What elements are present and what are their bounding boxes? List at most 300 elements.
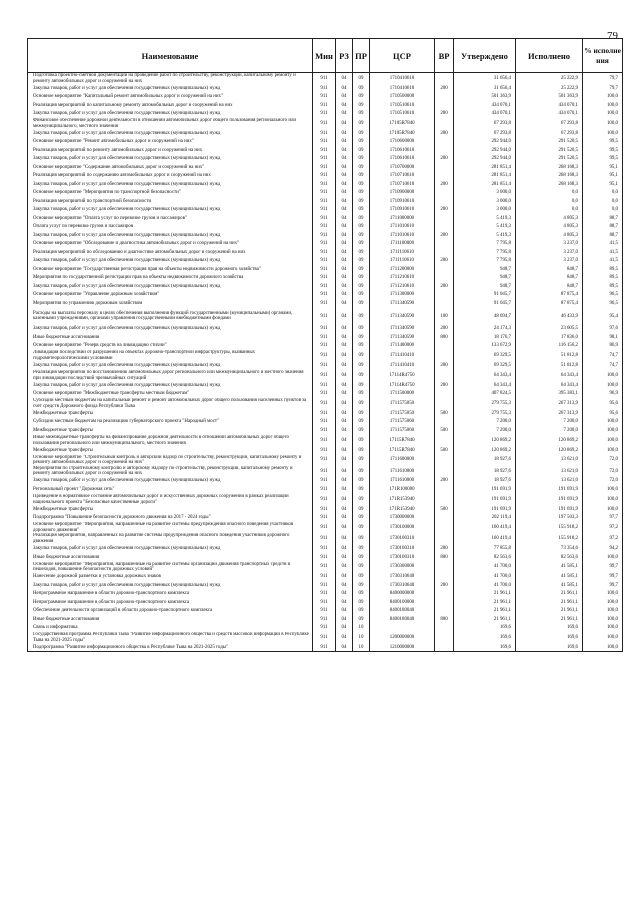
row-executed: 73 354,6 (516, 545, 583, 554)
row-vr: 200 (435, 129, 454, 138)
row-rz: 04 (336, 624, 353, 633)
row-rz: 04 (336, 573, 353, 582)
row-vr (435, 146, 454, 155)
row-csr: 1730000000 (370, 514, 435, 523)
row-approved: 18 176,7 (454, 333, 516, 342)
row-executed: 51 812,8 (516, 350, 583, 361)
row-approved: 24 174,3 (454, 325, 516, 334)
row-pr: 09 (353, 362, 370, 371)
row-min: 911 (313, 514, 336, 523)
table-row (28, 418, 623, 427)
row-csr: 1710910610 (370, 197, 435, 206)
row-rz: 04 (336, 118, 353, 129)
row-min: 911 (313, 350, 336, 361)
row-executed: 64 343,4 (516, 381, 583, 390)
row-csr: 17105R7840 (370, 118, 435, 129)
row-pr: 09 (353, 435, 370, 446)
row-pr: 09 (353, 146, 370, 155)
row-percent: 74,7 (583, 362, 623, 371)
row-rz: 04 (336, 110, 353, 119)
table-row (28, 370, 623, 381)
row-csr: 1710610610 (370, 155, 435, 164)
row-approved: 133 672,9 (454, 342, 516, 351)
row-percent: 100,0 (583, 643, 623, 652)
table-row (28, 533, 623, 544)
row-name: Основное мероприятие "Межбюджетные трансферты местным бюджетам" (28, 390, 313, 399)
row-rz: 04 (336, 590, 353, 599)
row-vr (435, 93, 454, 102)
row-pr: 09 (353, 533, 370, 544)
row-percent: 100,0 (583, 607, 623, 616)
row-vr (435, 350, 454, 361)
row-executed: 0,0 (516, 189, 583, 198)
row-vr: 200 (435, 231, 454, 240)
row-name: Закупка товаров, работ и услуг для обеспечения государственных (муниципальных) нужд (28, 581, 313, 590)
table-row (28, 84, 623, 93)
row-percent: 89,5 (583, 274, 623, 283)
row-approved: 18 927,6 (454, 466, 516, 477)
row-percent: 88,7 (583, 214, 623, 223)
row-name: Иные бюджетные ассигнования (28, 553, 313, 562)
row-percent: 100,0 (583, 110, 623, 119)
row-vr (435, 274, 454, 283)
table-row (28, 466, 623, 477)
row-percent: 79,7 (583, 73, 623, 85)
row-pr: 09 (353, 197, 370, 206)
row-percent: 100,0 (583, 624, 623, 633)
row-pr: 09 (353, 342, 370, 351)
table-row (28, 299, 623, 308)
row-approved: 67 293,8 (454, 129, 516, 138)
row-approved: 169,6 (454, 643, 516, 652)
row-executed: 3 237,0 (516, 257, 583, 266)
row-name: Подпрограмма "Повышение безопасности дорожного движения на 2017 - 2024 годы" (28, 514, 313, 523)
row-executed: 51 812,8 (516, 362, 583, 371)
row-csr: 1710510610 (370, 110, 435, 119)
row-rz: 04 (336, 477, 353, 486)
row-name: Основное мероприятие "Капитальный ремонт автомобильных дорог и сооружений на них" (28, 93, 313, 102)
row-executed: 191 691,9 (516, 486, 583, 495)
row-executed: 25 222,9 (516, 84, 583, 93)
row-percent: 89,5 (583, 282, 623, 291)
table-row (28, 172, 623, 181)
row-vr: 200 (435, 477, 454, 486)
col-approved: Утверждено (454, 39, 516, 73)
row-pr: 09 (353, 93, 370, 102)
row-min: 911 (313, 381, 336, 390)
row-csr: 17105R7840 (370, 129, 435, 138)
row-rz: 04 (336, 409, 353, 418)
row-min: 911 (313, 390, 336, 399)
row-vr (435, 370, 454, 381)
row-vr: 200 (435, 545, 454, 554)
row-min: 911 (313, 172, 336, 181)
row-executed: 21 961,1 (516, 590, 583, 599)
row-name: Основное мероприятие "Мероприятия, направленные на развитие системы предупреждения опасного поведения участников дорожного движения" (28, 522, 313, 533)
table-row (28, 643, 623, 652)
row-csr: 171R153940 (370, 494, 435, 505)
row-percent: 96,9 (583, 390, 623, 399)
row-name: Нанесение дорожной разметки и установка дорожных знаков (28, 573, 313, 582)
table-row (28, 155, 623, 164)
row-min: 911 (313, 533, 336, 544)
row-rz: 04 (336, 101, 353, 110)
row-approved: 169,6 (454, 632, 516, 643)
row-min: 911 (313, 231, 336, 240)
row-percent: 0,0 (583, 197, 623, 206)
row-percent: 88,7 (583, 231, 623, 240)
row-approved: 191 691,9 (454, 505, 516, 514)
row-executed: 267 313,9 (516, 409, 583, 418)
row-csr: 1710600000 (370, 138, 435, 147)
table-row (28, 615, 623, 624)
row-pr: 09 (353, 333, 370, 342)
row-approved: 69 329,5 (454, 350, 516, 361)
row-approved: 18 927,6 (454, 455, 516, 466)
table-row (28, 180, 623, 189)
row-percent: 100,0 (583, 93, 623, 102)
row-executed: 120 869,2 (516, 446, 583, 455)
row-csr: 1200000000 (370, 632, 435, 643)
row-vr: 200 (435, 325, 454, 334)
row-csr: 1730100310 (370, 545, 435, 554)
row-pr: 09 (353, 248, 370, 257)
row-min: 911 (313, 118, 336, 129)
row-csr: 1711410410 (370, 350, 435, 361)
row-vr: 500 (435, 446, 454, 455)
row-rz: 04 (336, 333, 353, 342)
row-rz: 04 (336, 553, 353, 562)
row-percent: 100,0 (583, 486, 623, 495)
table-row (28, 455, 623, 466)
row-executed: 13 621,0 (516, 477, 583, 486)
row-rz: 04 (336, 231, 353, 240)
row-executed: 155 918,2 (516, 522, 583, 533)
row-min: 911 (313, 223, 336, 232)
row-vr (435, 118, 454, 129)
row-rz: 04 (336, 514, 353, 523)
row-min: 911 (313, 598, 336, 607)
col-rz: РЗ (336, 39, 353, 73)
row-rz: 04 (336, 533, 353, 544)
row-percent: 97,2 (583, 522, 623, 533)
row-min: 911 (313, 562, 336, 573)
row-rz: 04 (336, 163, 353, 172)
row-approved: 948,7 (454, 274, 516, 283)
row-pr: 09 (353, 426, 370, 435)
col-name: Наименование (28, 39, 313, 73)
row-vr (435, 466, 454, 477)
row-vr (435, 189, 454, 198)
row-executed: 41 585,1 (516, 562, 583, 573)
row-vr (435, 624, 454, 633)
row-percent: 41,5 (583, 248, 623, 257)
row-csr: 1710410610 (370, 84, 435, 93)
row-executed: 3 237,0 (516, 240, 583, 249)
row-rz: 04 (336, 84, 353, 93)
row-approved: 5 419,3 (454, 223, 516, 232)
row-name: Реализация мероприятий по содержанию автомобильных дорог и сооружений на них (28, 172, 313, 181)
row-min: 911 (313, 607, 336, 616)
row-pr: 09 (353, 494, 370, 505)
row-vr (435, 494, 454, 505)
row-pr: 09 (353, 291, 370, 300)
row-percent: 74,7 (583, 350, 623, 361)
row-min: 911 (313, 180, 336, 189)
row-min: 911 (313, 494, 336, 505)
row-percent: 99,7 (583, 581, 623, 590)
row-executed: 434 070,1 (516, 101, 583, 110)
row-approved: 202 119,4 (454, 514, 516, 523)
table-row (28, 435, 623, 446)
row-pr: 09 (353, 545, 370, 554)
table-row (28, 223, 623, 232)
row-approved: 21 961,1 (454, 590, 516, 599)
row-executed: 41 585,1 (516, 581, 583, 590)
table-row (28, 381, 623, 390)
row-min: 911 (313, 522, 336, 533)
row-pr: 09 (353, 398, 370, 409)
row-name: Закупка товаров, работ и услуг для обеспечения государственных (муниципальных) нужд (28, 257, 313, 266)
row-pr: 09 (353, 129, 370, 138)
row-percent: 94,2 (583, 545, 623, 554)
row-percent: 72,0 (583, 477, 623, 486)
row-pr: 09 (353, 308, 370, 325)
table-row (28, 333, 623, 342)
row-approved: 279 755,3 (454, 398, 516, 409)
row-vr: 500 (435, 505, 454, 514)
row-name: Подготовка проектно-сметной документации на проведение работ по строительству, реконструкции, капитальному ремонту и ремонту автомобильных дорог и сооружений на них (28, 73, 313, 85)
row-csr (370, 624, 435, 633)
row-name: Реализация мероприятий по обследованию и диагностике автомобильных дорог и сооружений на них (28, 248, 313, 257)
row-percent: 86,9 (583, 342, 623, 351)
row-csr: 1730100310 (370, 553, 435, 562)
table-row (28, 598, 623, 607)
row-csr: 1711300000 (370, 291, 435, 300)
row-name: Субсидии местным бюджетам на реализацию губернаторского проекта "Народный мост" (28, 418, 313, 427)
row-min: 911 (313, 486, 336, 495)
table-row (28, 231, 623, 240)
row-csr: 1710610610 (370, 146, 435, 155)
row-executed: 23 605,5 (516, 325, 583, 334)
row-executed: 191 691,9 (516, 505, 583, 514)
table-row (28, 562, 623, 573)
row-approved: 7 200,0 (454, 426, 516, 435)
row-pr: 09 (353, 206, 370, 215)
table-row (28, 101, 623, 110)
row-name: Закупка товаров, работ и услуг для обеспечения государственных (муниципальных) нужд (28, 545, 313, 554)
row-min: 911 (313, 553, 336, 562)
row-vr (435, 573, 454, 582)
row-approved: 5 419,3 (454, 231, 516, 240)
row-rz: 04 (336, 522, 353, 533)
table-row (28, 446, 623, 455)
row-vr (435, 265, 454, 274)
row-executed: 848,7 (516, 282, 583, 291)
row-min: 911 (313, 214, 336, 223)
row-vr (435, 299, 454, 308)
row-vr (435, 390, 454, 399)
row-pr: 09 (353, 581, 370, 590)
row-name: Основное мероприятие "Строительный контроль и авторский надзор по строительству, реконструкции, капитальному ремонту и ремонту автомобильных дорог и сооружений на них" (28, 455, 313, 466)
row-approved: 82 563,6 (454, 553, 516, 562)
row-name: Подпрограмма "Развитие информационного общества в Республике Тыва на 2021-2025 годы" (28, 643, 313, 652)
row-approved: 191 691,9 (454, 486, 516, 495)
row-rz: 04 (336, 325, 353, 334)
row-vr (435, 398, 454, 409)
row-executed: 87 875,4 (516, 291, 583, 300)
row-rz: 04 (336, 632, 353, 643)
row-csr: 1711000000 (370, 214, 435, 223)
row-approved: 434 070,1 (454, 101, 516, 110)
table-row (28, 632, 623, 643)
row-vr: 800 (435, 553, 454, 562)
row-percent: 100,0 (583, 632, 623, 643)
row-executed: 848,7 (516, 265, 583, 274)
row-approved: 5 419,3 (454, 214, 516, 223)
row-executed: 13 621,0 (516, 466, 583, 477)
col-executed: Исполнено (516, 39, 583, 73)
row-approved: 292 944,0 (454, 146, 516, 155)
row-csr: 1711600000 (370, 455, 435, 466)
header-row (28, 39, 623, 73)
table-row (28, 118, 623, 129)
row-percent: 99,5 (583, 138, 623, 147)
row-name: Межбюджетные трансферты (28, 409, 313, 418)
row-min: 911 (313, 409, 336, 418)
row-rz: 04 (336, 180, 353, 189)
row-rz: 04 (336, 73, 353, 85)
row-vr: 500 (435, 426, 454, 435)
row-min: 911 (313, 93, 336, 102)
row-pr: 09 (353, 486, 370, 495)
row-pr: 09 (353, 189, 370, 198)
row-rz: 04 (336, 274, 353, 283)
row-name: Мероприятия по строительному контролю и авторскому надзору по строительству, реконструкции, капитальному ремонту и ремонту автомобильных дорог и сооружений на них (28, 466, 313, 477)
row-name: Приведение в нормативное состояние автомобильных дорог и искусственных дорожных сооружений в рамках реализации национального проекта "Безопасные качественные дороги" (28, 494, 313, 505)
row-approved: 3 000,0 (454, 189, 516, 198)
table-row (28, 308, 623, 325)
row-rz: 04 (336, 282, 353, 291)
row-vr (435, 632, 454, 643)
row-pr: 09 (353, 553, 370, 562)
row-executed: 17 836,0 (516, 333, 583, 342)
row-min: 911 (313, 257, 336, 266)
row-csr: 1711575060 (370, 426, 435, 435)
row-pr: 09 (353, 257, 370, 266)
row-vr: 200 (435, 257, 454, 266)
row-rz: 04 (336, 390, 353, 399)
table-row (28, 214, 623, 223)
row-executed: 291 520,5 (516, 138, 583, 147)
row-name: Основное мероприятие "Государственная регистрация прав на объекты недвижимости дорожного хозяйства" (28, 265, 313, 274)
row-approved: 120 869,2 (454, 446, 516, 455)
row-pr: 09 (353, 409, 370, 418)
row-vr (435, 486, 454, 495)
row-approved: 281 851,4 (454, 163, 516, 172)
col-pr: ПР (353, 39, 370, 73)
row-name: Региональный проект "Дорожная сеть" (28, 486, 313, 495)
row-pr: 09 (353, 172, 370, 181)
row-min: 911 (313, 333, 336, 342)
row-pr: 09 (353, 446, 370, 455)
row-csr: 1730310640 (370, 581, 435, 590)
row-approved: 292 944,0 (454, 155, 516, 164)
row-percent: 100,0 (583, 426, 623, 435)
row-min: 911 (313, 146, 336, 155)
row-name: Закупка товаров, работ и услуг для обеспечения государственных (муниципальных) нужд (28, 477, 313, 486)
row-pr: 09 (353, 265, 370, 274)
row-vr: 200 (435, 381, 454, 390)
row-approved: 7 795,8 (454, 248, 516, 257)
row-csr: 17115R7840 (370, 435, 435, 446)
row-min: 911 (313, 632, 336, 643)
row-approved: 91 045,7 (454, 291, 516, 300)
row-csr: 1711340590 (370, 308, 435, 325)
row-min: 911 (313, 240, 336, 249)
row-approved: 281 851,4 (454, 180, 516, 189)
row-percent: 97,2 (583, 533, 623, 544)
row-rz: 04 (336, 370, 353, 381)
row-pr: 09 (353, 223, 370, 232)
row-executed: 87 875,4 (516, 299, 583, 308)
row-approved: 31 656,4 (454, 73, 516, 85)
row-rz: 04 (336, 615, 353, 624)
row-vr (435, 101, 454, 110)
row-pr: 09 (353, 110, 370, 119)
table-row (28, 73, 623, 85)
row-csr: 1710710610 (370, 172, 435, 181)
table-row (28, 325, 623, 334)
row-percent: 99,5 (583, 155, 623, 164)
row-percent: 95,1 (583, 180, 623, 189)
row-csr: 1710510610 (370, 101, 435, 110)
row-pr: 09 (353, 522, 370, 533)
table-row (28, 514, 623, 523)
row-min: 911 (313, 73, 336, 85)
row-executed: 268 168,3 (516, 172, 583, 181)
row-min: 911 (313, 362, 336, 371)
row-min: 911 (313, 342, 336, 351)
row-executed: 7 200,0 (516, 426, 583, 435)
row-vr: 800 (435, 333, 454, 342)
row-pr: 10 (353, 632, 370, 643)
row-csr: 17114R4750 (370, 381, 435, 390)
row-executed: 4 805,3 (516, 231, 583, 240)
row-executed: 64 343,4 (516, 370, 583, 381)
row-approved: 160 419,4 (454, 522, 516, 533)
row-name: Основное мероприятие "Оплата услуг по перевозке грузов и пассажиров" (28, 214, 313, 223)
row-executed: 3 237,0 (516, 248, 583, 257)
row-vr (435, 240, 454, 249)
row-percent: 41,5 (583, 257, 623, 266)
row-min: 911 (313, 163, 336, 172)
row-rz: 04 (336, 545, 353, 554)
row-executed: 41 585,1 (516, 573, 583, 582)
row-vr (435, 598, 454, 607)
row-min: 911 (313, 545, 336, 554)
row-pr: 09 (353, 138, 370, 147)
row-approved: 67 293,8 (454, 118, 516, 129)
row-min: 911 (313, 505, 336, 514)
row-rz: 04 (336, 257, 353, 266)
row-executed: 82 563,6 (516, 553, 583, 562)
row-percent: 41,5 (583, 240, 623, 249)
row-csr: 1711110610 (370, 248, 435, 257)
table-row (28, 426, 623, 435)
row-min: 911 (313, 110, 336, 119)
row-approved: 434 070,1 (454, 110, 516, 119)
